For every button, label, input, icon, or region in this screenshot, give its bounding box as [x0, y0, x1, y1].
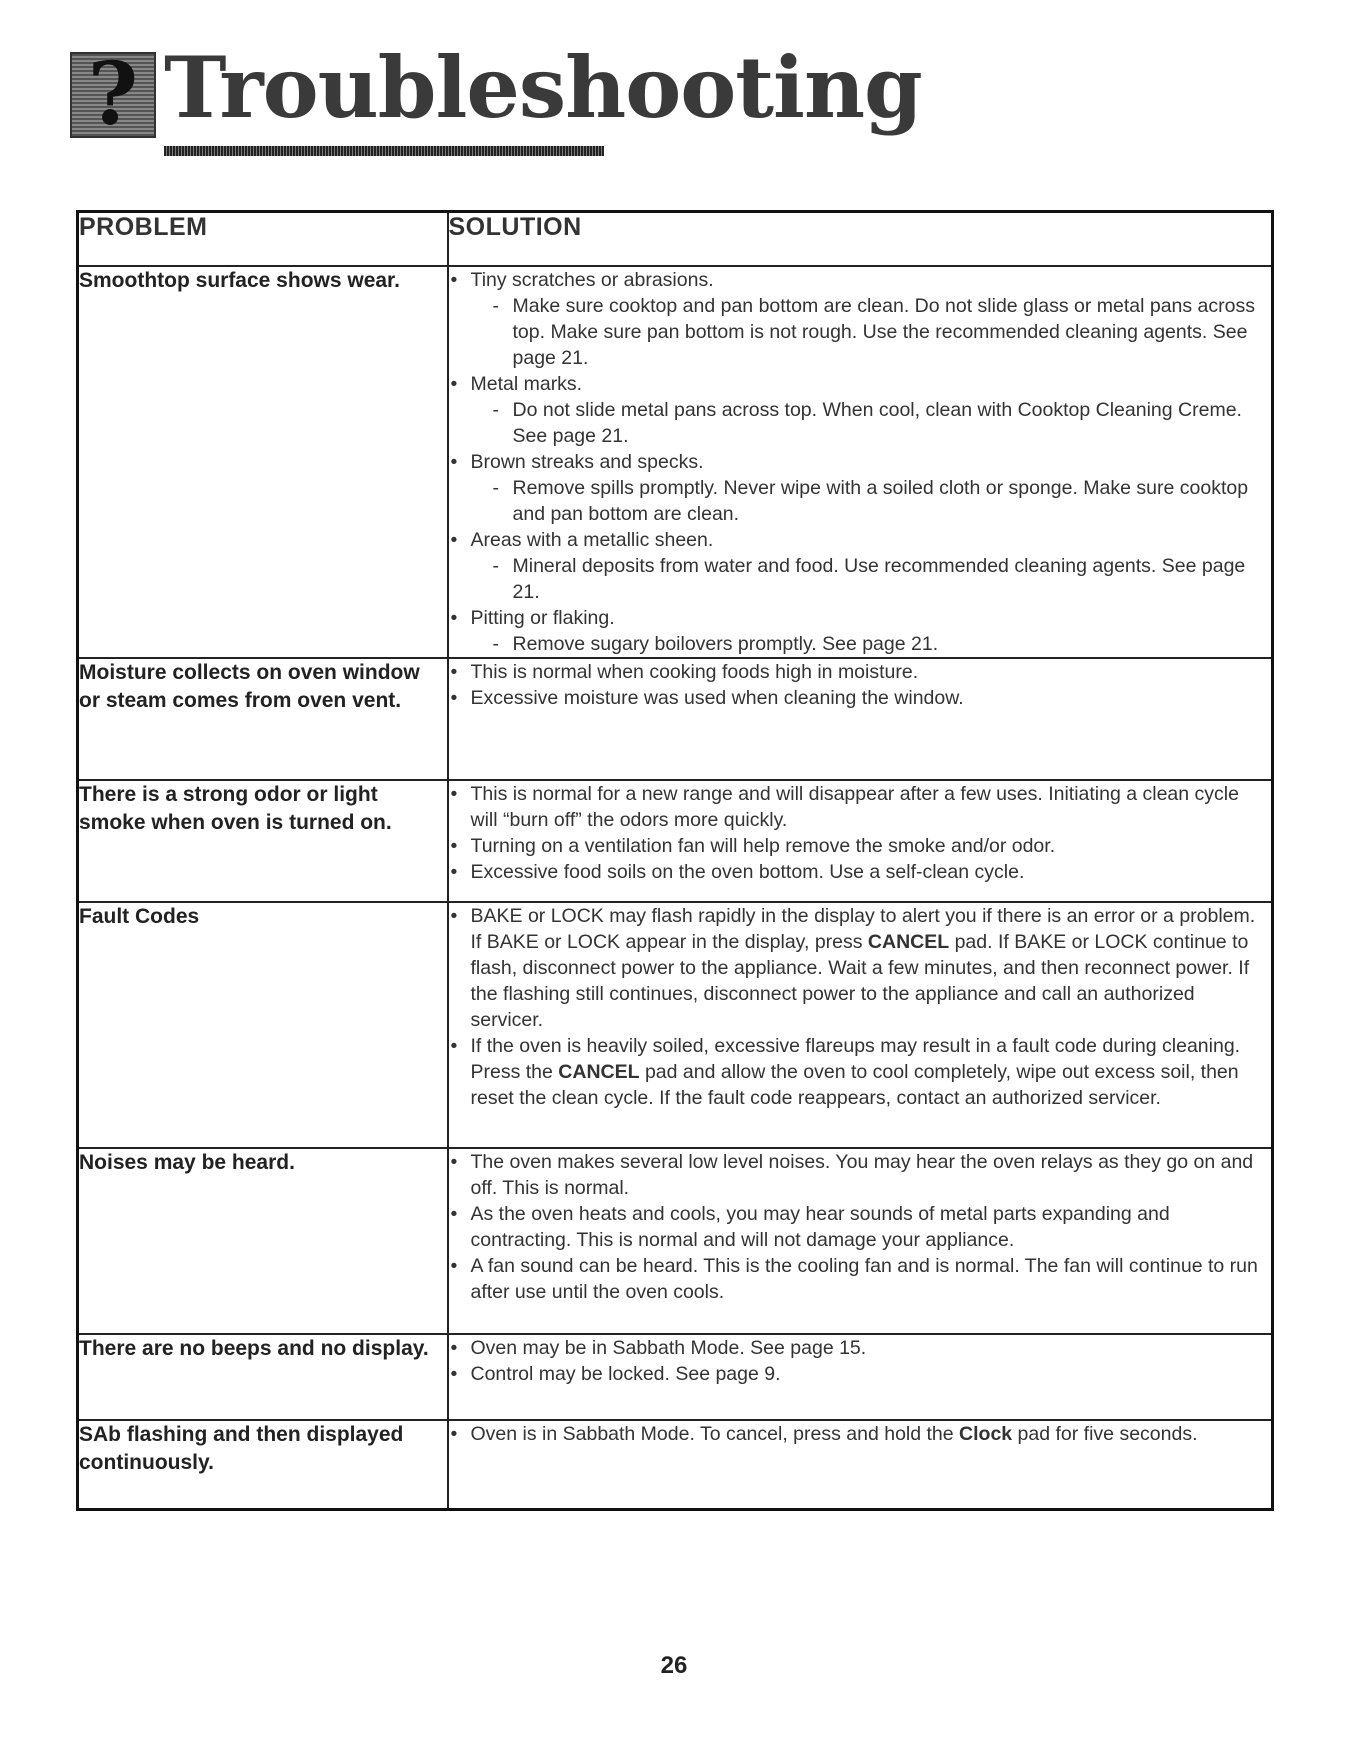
table-row	[78, 780, 1273, 902]
solution-text: Metal marks.	[470, 372, 583, 395]
solution-cell	[448, 1148, 1273, 1334]
solution-item	[449, 1335, 1272, 1361]
troubleshooting-table	[76, 210, 1274, 1511]
solution-list	[449, 659, 1272, 711]
solution-item	[449, 903, 1272, 1033]
solution-text: Pitting or flaking.	[470, 606, 615, 629]
solution-text: A fan sound can be heard. This is the cooling fan and is normal. The fan will continue to run after use until the oven cools.	[470, 1254, 1258, 1303]
solution-text: BAKE or LOCK may flash rapidly in the display to alert you if there is an error or a problem. If BAKE or LOCK appear in the display, press	[470, 904, 1256, 953]
bold-pad-name: Clock	[959, 1422, 1013, 1445]
solution-text: If the oven is heavily soiled, excessive flareups may result in a fault code during cleaning. Press the	[470, 1034, 1241, 1083]
title-underline	[164, 146, 604, 156]
solution-item	[449, 1149, 1272, 1201]
solution-subitem: - Remove spills promptly. Never wipe with a soiled cloth or sponge. Make sure cooktop and pan bottom are clean.	[471, 475, 1272, 527]
problem-cell: Moisture collects on oven window or steam comes from oven vent.	[78, 658, 448, 780]
bold-pad-name: CANCEL	[867, 930, 950, 953]
solution-item	[449, 859, 1272, 885]
column-header-solution: SOLUTION	[448, 212, 1273, 266]
solution-text: Oven is in Sabbath Mode. To cancel, press and hold the	[470, 1422, 960, 1445]
column-header-problem: PROBLEM	[78, 212, 448, 266]
solution-item	[449, 1421, 1272, 1447]
solution-cell	[448, 902, 1273, 1148]
solution-item	[449, 1361, 1272, 1387]
solution-list	[449, 1421, 1272, 1447]
problem-cell: There is a strong odor or light smoke when oven is turned on.	[78, 780, 448, 902]
solution-text: The oven makes several low level noises. You may hear the oven relays as they go on and off. This is normal.	[470, 1150, 1254, 1199]
solution-text: Excessive food soils on the oven bottom. Use a self-clean cycle.	[470, 860, 1025, 883]
solution-list	[449, 781, 1272, 885]
solution-text: This is normal for a new range and will disappear after a few uses. Initiating a clean cycle will “burn off” the odors more quickly.	[470, 782, 1239, 831]
solution-list	[449, 267, 1272, 657]
solution-text: Excessive moisture was used when cleaning the window.	[470, 686, 964, 709]
solution-item	[449, 1201, 1272, 1253]
solution-cell	[448, 658, 1273, 780]
problem-cell: Fault Codes	[78, 902, 448, 1148]
problem-cell: Smoothtop surface shows wear.	[78, 266, 448, 658]
table-row	[78, 902, 1273, 1148]
table-row	[78, 658, 1273, 780]
solution-subitem: - Do not slide metal pans across top. When cool, clean with Cooktop Cleaning Creme. See page 21.	[471, 397, 1272, 449]
solution-item	[449, 1033, 1272, 1111]
problem-cell: There are no beeps and no display.	[78, 1334, 448, 1420]
solution-item	[449, 267, 1272, 371]
solution-cell	[448, 1420, 1273, 1510]
table-row	[78, 1420, 1273, 1510]
solution-text: pad. If BAKE or LOCK continue to flash, disconnect power to the appliance. Wait a few minutes, and then reconnect power. If the flashing still continues, disconnect power to the appliance and call an authorized servicer.	[470, 930, 1250, 1031]
solution-text: Tiny scratches or abrasions.	[470, 268, 714, 291]
bold-pad-name: CANCEL	[558, 1060, 640, 1083]
solution-list	[449, 1335, 1272, 1387]
solution-item	[449, 605, 1272, 657]
solution-text: Brown streaks and specks.	[470, 450, 704, 473]
page-number: 26	[660, 1652, 688, 1679]
problem-cell: Noises may be heard.	[78, 1148, 448, 1334]
solution-text: pad for five seconds.	[1012, 1422, 1198, 1445]
solution-text: Areas with a metallic sheen.	[470, 528, 714, 551]
solution-item	[449, 659, 1272, 685]
page-title: Troubleshooting	[164, 38, 922, 137]
solution-subitem: - Remove sugary boilovers promptly. See page 21.	[471, 631, 1272, 657]
solution-item	[449, 833, 1272, 859]
table-row	[78, 266, 1273, 658]
solution-item	[449, 527, 1272, 605]
table-row	[78, 1148, 1273, 1334]
solution-item	[449, 371, 1272, 449]
solution-cell	[448, 780, 1273, 902]
solution-text: This is normal when cooking foods high in moisture.	[470, 660, 919, 683]
solution-item	[449, 781, 1272, 833]
solution-text: pad and allow the oven to cool completely, wipe out excess soil, then reset the clean cycle. If the fault code reappears, contact an authorized servicer.	[470, 1060, 1239, 1109]
solution-subitem: - Make sure cooktop and pan bottom are clean. Do not slide glass or metal pans across top. Make sure pan bottom is not rough. Use the recommended cleaning agents. See page 21.	[471, 293, 1272, 371]
solution-item	[449, 449, 1272, 527]
solution-text: Control may be locked. See page 9.	[470, 1362, 781, 1385]
solution-text: Turning on a ventilation fan will help remove the smoke and/or odor.	[470, 834, 1056, 857]
solution-item	[449, 685, 1272, 711]
table-body	[78, 266, 1273, 1510]
problem-cell: SAb flashing and then displayed continuously.	[78, 1420, 448, 1510]
solution-text: Oven may be in Sabbath Mode. See page 15.	[470, 1336, 867, 1359]
solution-text: As the oven heats and cools, you may hear sounds of metal parts expanding and contracting. This is normal and will not damage your appliance.	[470, 1202, 1170, 1251]
solution-list	[449, 903, 1272, 1111]
question-mark-icon: ?	[70, 52, 156, 138]
solution-cell	[448, 1334, 1273, 1420]
solution-list	[449, 1149, 1272, 1305]
solution-item	[449, 1253, 1272, 1305]
solution-cell	[448, 266, 1273, 658]
table-row	[78, 1334, 1273, 1420]
solution-subitem: - Mineral deposits from water and food. Use recommended cleaning agents. See page 21.	[471, 553, 1272, 605]
table-header-row	[78, 212, 1273, 266]
